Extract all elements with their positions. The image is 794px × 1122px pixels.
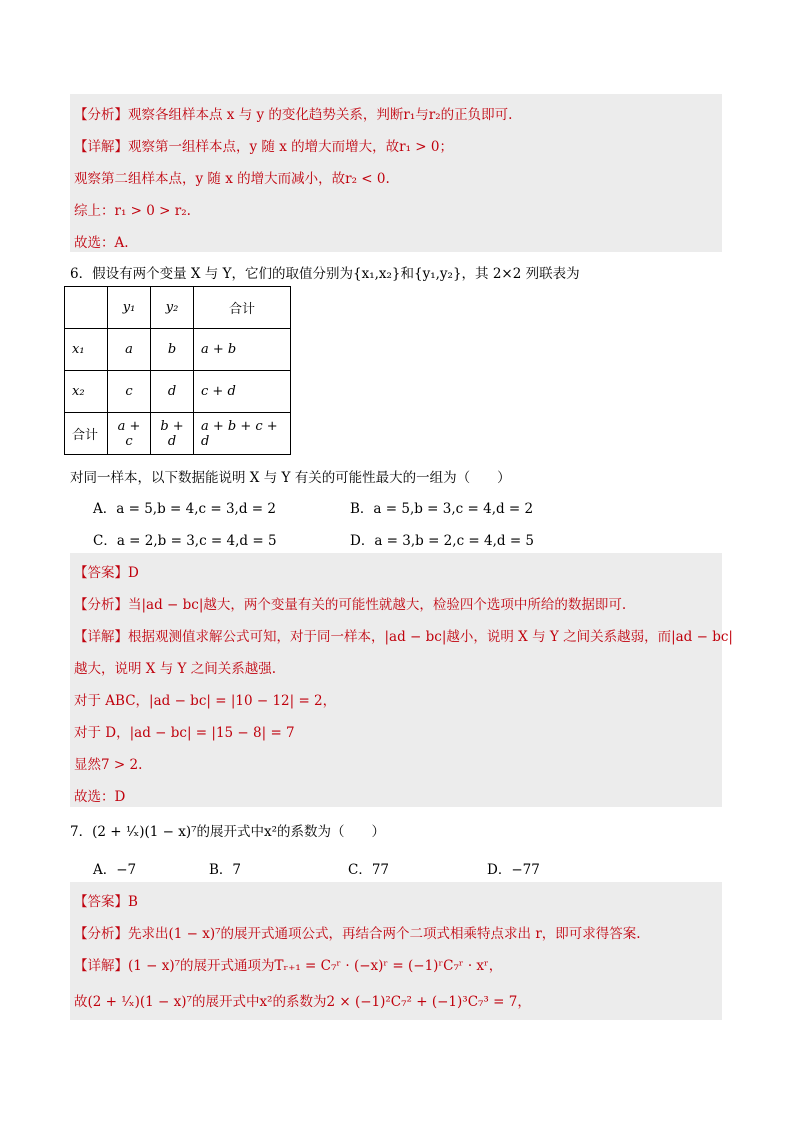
question-7-stem: 7．(2 + ¹⁄ₓ)(1 − x)⁷的展开式中x²的系数为（ ） — [70, 824, 386, 840]
table-cell: 合计 — [65, 413, 108, 455]
detail-text: 【详解】(1 − x)⁷的展开式通项为Tᵣ₊₁ = C₇ʳ · (−x)ʳ = (−1)ʳC₇ʳ · xʳ， — [74, 958, 503, 974]
table-cell: x₁ — [65, 329, 108, 371]
choice-text: 故选：A. — [74, 235, 129, 251]
detail-text: 【详解】根据观测值求解公式可知，对于同一样本，|ad − bc|越小，说明 X 与 Y 之间关系越弱，而|ad − bc| — [74, 629, 733, 645]
option-b[interactable]: B．7 — [209, 862, 242, 878]
table-cell: 合计 — [194, 287, 291, 329]
table-cell: y₁ — [108, 287, 151, 329]
case-d-text: 对于 D，|ad − bc| = |15 − 8| = 7 — [74, 725, 295, 741]
detail-text: 【详解】观察第一组样本点，y 随 x 的增大而增大，故r₁ > 0； — [74, 139, 453, 155]
table-row — [65, 287, 291, 329]
analysis-text: 【分析】观察各组样本点 x 与 y 的变化趋势关系，判断r₁与r₂的正负即可. — [74, 107, 513, 123]
case-abc-text: 对于 ABC，|ad − bc| = |10 − 12| = 2， — [74, 693, 337, 709]
option-a[interactable]: A．−7 — [93, 862, 137, 878]
summary-text: 综上：r₁ > 0 > r₂. — [74, 203, 191, 219]
option-d[interactable]: D．a = 3,b = 2,c = 4,d = 5 — [350, 533, 535, 549]
detail-text-2: 越大，说明 X 与 Y 之间关系越强. — [74, 661, 276, 677]
table-cell: a — [108, 329, 151, 371]
option-c[interactable]: C．a = 2,b = 3,c = 4,d = 5 — [93, 533, 277, 549]
table-row — [65, 329, 291, 371]
answer-text: 【答案】D — [74, 565, 139, 581]
choice-text: 故选：D — [74, 789, 126, 805]
option-c[interactable]: C．77 — [348, 862, 390, 878]
solution-block-q5 — [70, 94, 722, 252]
table-cell — [65, 287, 108, 329]
table-cell: b — [151, 329, 194, 371]
table-row — [65, 413, 291, 455]
table-cell: a + b — [194, 329, 291, 371]
question-6-prompt: 对同一样本，以下数据能说明 X 与 Y 有关的可能性最大的一组为（ ） — [70, 470, 511, 486]
table-cell: c + d — [194, 371, 291, 413]
table-cell: c — [108, 371, 151, 413]
table-cell: x₂ — [65, 371, 108, 413]
option-a[interactable]: A．a = 5,b = 4,c = 3,d = 2 — [93, 501, 276, 517]
option-b[interactable]: B．a = 5,b = 3,c = 4,d = 2 — [350, 501, 534, 517]
solution-block-q7 — [70, 882, 722, 1020]
table-cell: d — [151, 371, 194, 413]
table-cell: b + d — [151, 413, 194, 455]
table-row — [65, 371, 291, 413]
option-d[interactable]: D．−77 — [487, 862, 540, 878]
conclusion-text: 显然7 > 2. — [74, 757, 143, 773]
question-6-stem: 6．假设有两个变量 X 与 Y，它们的取值分别为{x₁,x₂}和{y₁,y₂}，其 2×2 列联表为 — [70, 266, 580, 282]
table-cell: y₂ — [151, 287, 194, 329]
table-cell: a + b + c + d — [194, 413, 291, 455]
answer-text: 【答案】B — [74, 894, 138, 910]
analysis-text: 【分析】先求出(1 − x)⁷的展开式通项公式，再结合两个二项式相乘特点求出 r，即可求得答案. — [74, 926, 641, 942]
analysis-text: 【分析】当|ad − bc|越大，两个变量有关的可能性就越大，检验四个选项中所给的数据即可. — [74, 597, 627, 613]
detail-text-2: 观察第二组样本点，y 随 x 的增大而减小，故r₂ < 0. — [74, 171, 390, 187]
contingency-table — [64, 286, 291, 455]
solution-block-q6 — [70, 553, 733, 807]
table-cell: a + c — [108, 413, 151, 455]
detail-text-2: 故(2 + ¹⁄ₓ)(1 − x)⁷的展开式中x²的系数为2 × (−1)²C₇² + (−1)³C₇³ = 7， — [74, 994, 531, 1010]
